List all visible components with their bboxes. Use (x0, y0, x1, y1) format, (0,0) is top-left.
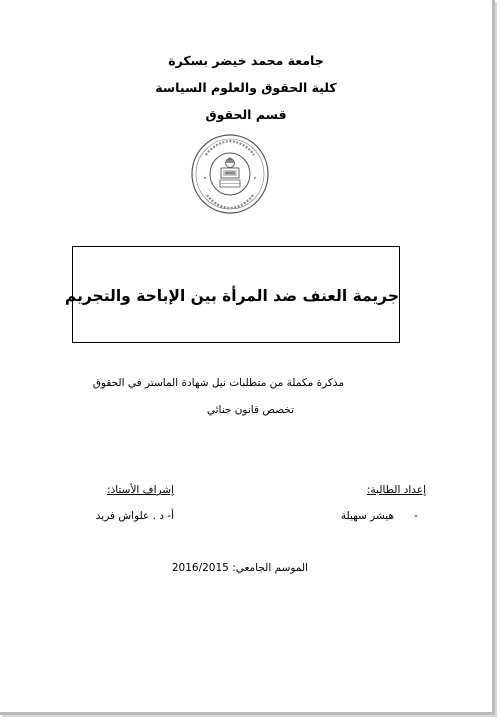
department-name: قسم الحقوق (205, 107, 287, 122)
thesis-title-box (64, 246, 400, 343)
subtitle-degree: مذكرة مكملة من متطلبات نيل شهادة الماستر في الحقوق (92, 377, 344, 389)
academic-year (172, 562, 308, 574)
supervisor-name: أ- د . علواش فريد (95, 510, 174, 522)
thesis-title: جريمة العنف ضد المرأة بين الإباحة والتجريم (64, 287, 399, 305)
academic-year-label: الموسم الجامعي: (232, 562, 308, 574)
faculty-name: كلية الحقوق والعلوم السياسة (155, 80, 337, 95)
supervisor-label: إشراف الأستاذ: (107, 484, 174, 496)
subtitle-specialization: تخصص قانون جنائي (206, 404, 294, 416)
university-seal-icon (190, 133, 270, 215)
student-name: هيشر سهيلة (340, 510, 394, 522)
student-dash: - (414, 510, 418, 522)
university-name: جامعة محمد خيضر بسكرة (168, 53, 324, 68)
student-label: إعداد الطالبة: (366, 484, 426, 496)
academic-year-value: 2016/2015 (171, 562, 229, 574)
